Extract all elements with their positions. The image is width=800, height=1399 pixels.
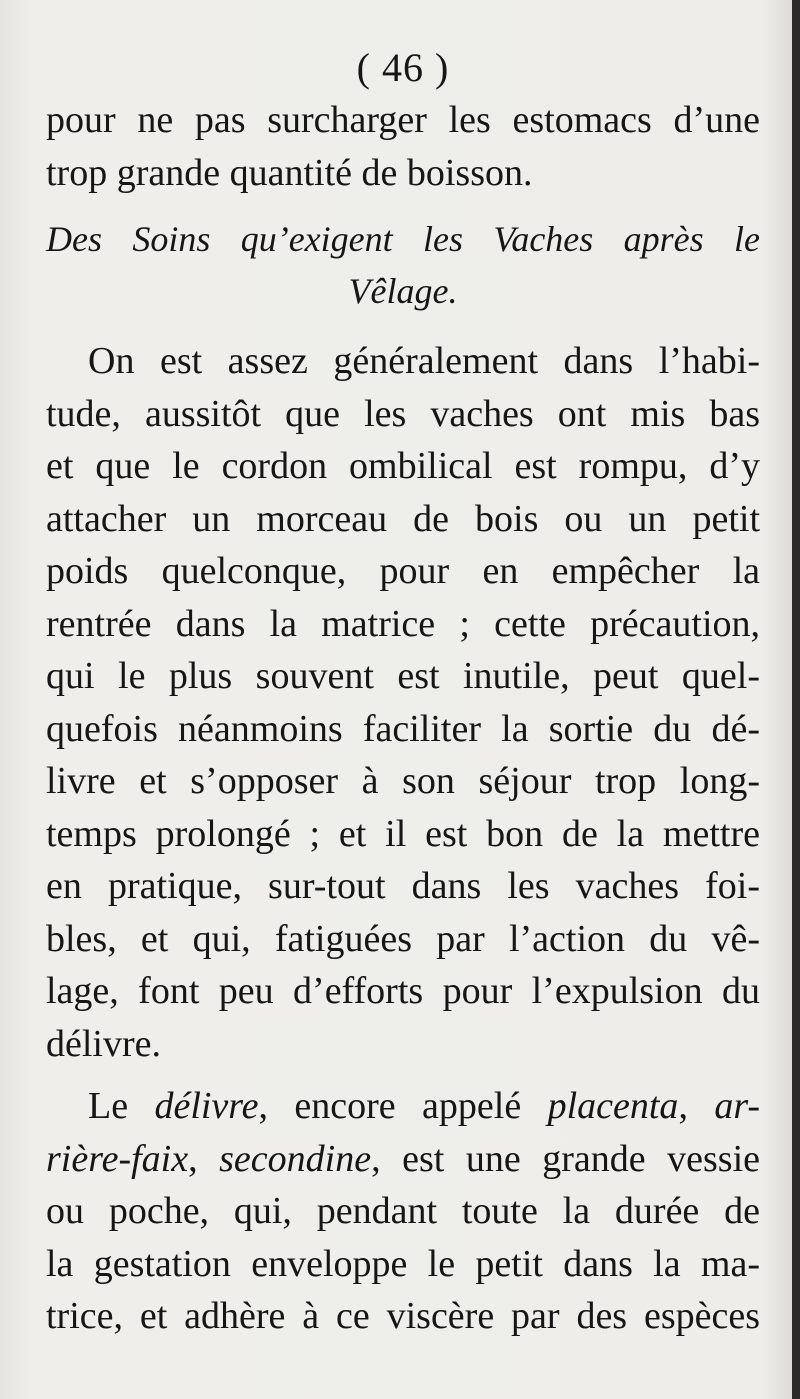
text-line: temps prolongé ; et il est bon de la mettre (46, 812, 760, 855)
paragraph-2 (46, 1080, 760, 1343)
italic-term-arriere: ar- (714, 1085, 760, 1127)
text-line (46, 1133, 760, 1186)
text-line: ou poche, qui, pendant toute la durée de (46, 1190, 760, 1232)
text-line: et que le cordon ombilical est rompu, d’y (46, 445, 760, 487)
text-line: pour ne pas surcharger les estomacs d’une (46, 99, 760, 141)
text-line: lage, font peu d’efforts pour l’expulsion du (46, 970, 760, 1012)
heading-line: Vêlage. (348, 271, 458, 311)
text-run: , est une grande vessie (371, 1137, 760, 1180)
text-run: , (678, 1085, 715, 1127)
text-line: trice, et adhère à ce viscère par des espèces (46, 1295, 760, 1337)
top-continuation (46, 94, 760, 199)
text-line: trop grande quantité de boisson. (46, 151, 533, 194)
text-run: , (188, 1137, 220, 1180)
text-line: rentrée dans la matrice ; cette précaution, (46, 602, 760, 645)
italic-term-arriere-faix: rière-faix (46, 1137, 189, 1180)
text-line: la gestation enveloppe le petit dans la ma- (46, 1242, 760, 1285)
text-line: poids quelconque, pour en empêcher la (46, 550, 760, 592)
page-edge-shadow (792, 0, 800, 1399)
section-heading (46, 213, 760, 317)
text-run: , encore appelé (258, 1085, 548, 1127)
text-line: en pratique, sur-tout dans les vaches foi- (46, 865, 760, 907)
heading-line: Des Soins qu’exigent les Vaches après le (46, 219, 760, 259)
page-number: ( 46 ) (356, 45, 450, 90)
text-line: attacher un morceau de bois ou un petit (46, 497, 760, 540)
text-line (46, 1080, 760, 1133)
text-line: quefois néanmoins faciliter la sortie du dé- (46, 707, 760, 750)
text-run: Le (88, 1085, 155, 1127)
text-line: bles, et qui, fatiguées par l’action du vê- (46, 917, 760, 960)
paragraph-1 (46, 335, 760, 1070)
italic-term-placenta: placenta (547, 1085, 679, 1127)
text-line: tude, aussitôt que les vaches ont mis bas (46, 392, 760, 435)
italic-term-delivre: délivre (154, 1085, 259, 1127)
text-line: qui le plus souvent est inutile, peut quel- (46, 655, 760, 697)
text-line: délivre. (46, 1022, 162, 1065)
text-line: livre et s’opposer à son séjour trop long- (46, 760, 760, 802)
text-line: On est assez généralement dans l’habi- (88, 340, 760, 382)
italic-term-secondine: secondine (219, 1137, 372, 1180)
